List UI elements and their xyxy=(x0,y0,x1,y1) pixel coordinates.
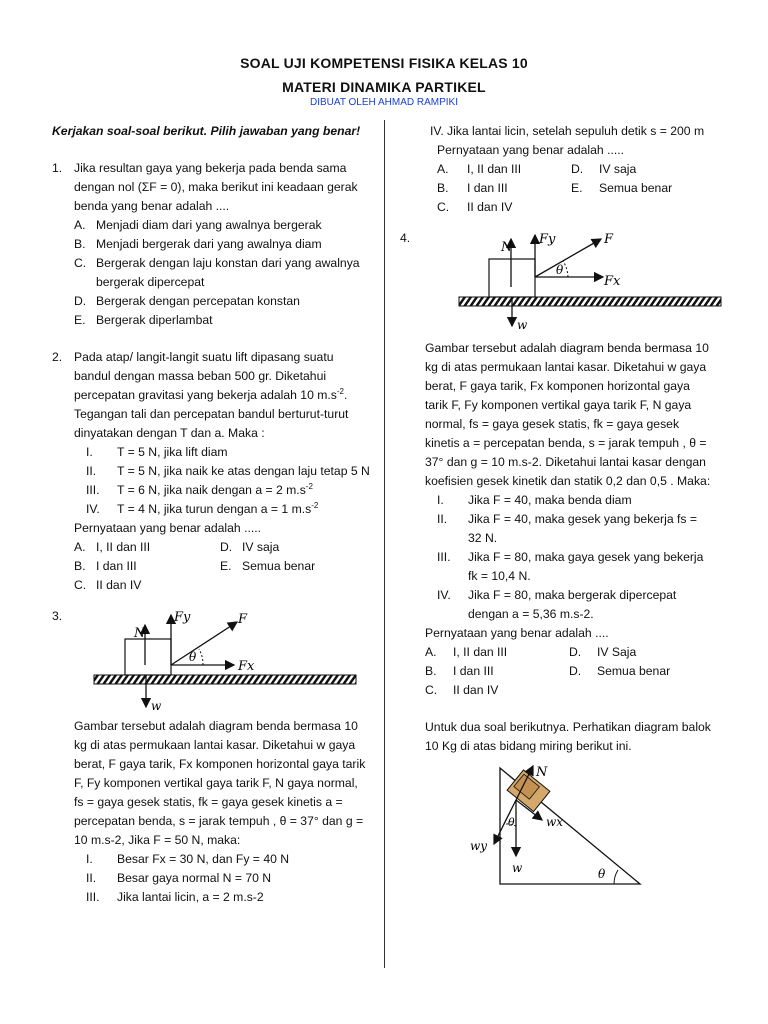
question-stem: Jika resultan gaya yang bekerja pada benda sama dengan nol (ΣF = 0), maka berikut ini keadaan gerak benda yang benar adalah .... xyxy=(74,161,358,213)
label-w: w xyxy=(151,699,162,713)
question-number: 2. xyxy=(52,350,63,364)
q3-answer-prompt: Pernyataan yang benar adalah ..... xyxy=(437,143,625,157)
label-N: N xyxy=(536,765,548,780)
statement-3: III. Jika F = 80, maka gaya gesek yang bekerja fk = 10,4 N. xyxy=(437,550,704,583)
option-c: C. Bergerak dengan laju konstan dari yang awalnya bergerak dipercepat xyxy=(74,256,360,289)
statement-1: I. T = 5 N, jika lift diam xyxy=(86,445,228,459)
question-number: 1. xyxy=(52,161,63,175)
question-1 xyxy=(52,159,370,330)
statement-4: IV. Jika F = 80, maka bergerak dipercepat dengan a = 5,36 m.s-2. xyxy=(437,588,677,621)
question-text: Gambar tersebut adalah diagram benda bermasa 10 kg di atas permukaan lantai kasar. Diketahui w gaya berat, F gaya tarik, Fx komponen horizontal gaya tarik F, Fy komponen vertikal gaya tarik F, N gaya normal, fs = gaya gesek statis, fk = gaya gesek kinetis a = percepatan benda, s = jarak tempuh , θ = 37° dan g = 10 m.s-2, Jika F = 50 N, maka: xyxy=(74,719,366,847)
label-w: w xyxy=(512,861,523,875)
question-2 xyxy=(52,348,370,595)
label-Fy: Fy xyxy=(174,610,191,625)
label-N: N xyxy=(501,240,513,255)
question-text: Gambar tersebut adalah diagram benda bermasa 10 kg di atas permukaan lantai kasar. Diketahui w gaya berat, F gaya tarik, Fx komponen horizontal gaya tarik F, Fy komponen vertikal gaya tarik F, N gaya normal, fs = gaya gesek statis, fk = gaya gesek kinetis a = percepatan benda, s = jarak tempuh , θ = 37° dan g = 10 m.s-2. Diketahui lantai kasar dengan koefisien gesek kinetik dan statik 0,2 dan 0,5 . Maka: xyxy=(425,341,711,488)
force-diagram-q4 xyxy=(433,229,723,339)
right-column xyxy=(400,122,712,890)
block xyxy=(125,639,171,675)
label-theta-incline: θ xyxy=(598,867,606,881)
statement-3: III. Jika lantai licin, a = 2 m.s-2 xyxy=(86,890,264,904)
answer-choices: A. I, II dan III D. IV saja B. I dan III E. Semua benar C. II dan IV xyxy=(74,540,316,592)
force-diagram-q3 xyxy=(72,607,362,717)
answer-choices: A. I, II dan III D. IV Saja B. I dan III D. Semua benar C. II dan IV xyxy=(425,645,671,697)
q3-statement-4: IV. Jika lantai licin, setelah sepuluh detik s = 200 m xyxy=(430,124,705,138)
worksheet-title: SOAL UJI KOMPETENSI FISIKA KELAS 10 xyxy=(240,55,528,71)
label-F: F xyxy=(238,612,248,627)
label-theta: θ xyxy=(189,650,197,664)
question-number: 4. xyxy=(400,231,411,245)
left-column xyxy=(52,122,370,907)
question-3 xyxy=(52,607,370,907)
option-d: D. Bergerak dengan percepatan konstan xyxy=(74,294,300,308)
statement-3: III. T = 6 N, jika naik dengan a = 2 $m.s^{-2}$ xyxy=(86,481,313,497)
floor-hatch xyxy=(94,675,356,684)
worksheet-subtitle: MATERI DINAMIKA PARTIKEL xyxy=(282,79,486,95)
question-4 xyxy=(400,229,712,700)
label-Fy: Fy xyxy=(539,232,556,247)
answer-prompt: Pernyataan yang benar adalah ..... xyxy=(74,521,262,535)
incline-diagram xyxy=(468,760,668,890)
label-Fx: Fx xyxy=(238,659,255,674)
label-wy: wy xyxy=(470,839,488,853)
label-theta: θ xyxy=(556,263,564,277)
statement-2: II. Besar gaya normal N = 70 N xyxy=(86,871,272,885)
option-b: B. Menjadi bergerak dari yang awalnya diam xyxy=(74,237,322,251)
statement-2: II. T = 5 N, jika naik ke atas dengan laju tetap 5 N xyxy=(86,464,370,478)
q3-answer-choices: A. I, II dan III D. IV saja B. I dan III E. Semua benar C. II dan IV xyxy=(437,162,673,214)
label-N: N xyxy=(134,626,146,641)
statement-1: I. Besar Fx = 30 N, dan Fy = 40 N xyxy=(86,852,290,866)
answer-prompt: Pernyataan yang benar adalah .... xyxy=(425,626,609,640)
question-number: 3. xyxy=(52,609,63,623)
label-wx: wx xyxy=(546,815,564,829)
option-a: A. Menjadi diam dari yang awalnya bergerak xyxy=(74,218,322,232)
incline-intro: Untuk dua soal berikutnya. Perhatikan diagram balok 10 Kg di atas bidang miring berikut ini. xyxy=(425,720,711,753)
instruction: Kerjakan soal-soal berikut. Pilih jawaban yang benar! xyxy=(52,124,361,138)
column-divider xyxy=(384,120,385,968)
statement-1: I. Jika F = 40, maka benda diam xyxy=(437,493,632,507)
label-w: w xyxy=(517,318,528,332)
statement-4: IV. T = 4 N, jika turun dengan a = 1 $m.s^{-2}$ xyxy=(86,500,319,516)
label-F: F xyxy=(604,232,614,247)
option-e: E. Bergerak diperlambat xyxy=(74,313,213,327)
statement-2: II. Jika F = 40, maka gesek yang bekerja fs = 32 N. xyxy=(437,512,697,545)
question-stem: Pada atap/ langit-langit suatu lift dipasang suatu bandul dengan massa beban 500 gr. Diketahui percepatan gravitasi yang bekerja adalah 10 $m.s^{-2}$. Tegangan tali dan percepatan bandul berturut-turut dinyatakan dengan T dan a. Maka : xyxy=(74,350,349,440)
label-Fx: Fx xyxy=(604,274,621,289)
author-credit: DIBUAT OLEH AHMAD RAMPIKI xyxy=(310,97,458,108)
label-theta-block: θ xyxy=(508,816,515,829)
